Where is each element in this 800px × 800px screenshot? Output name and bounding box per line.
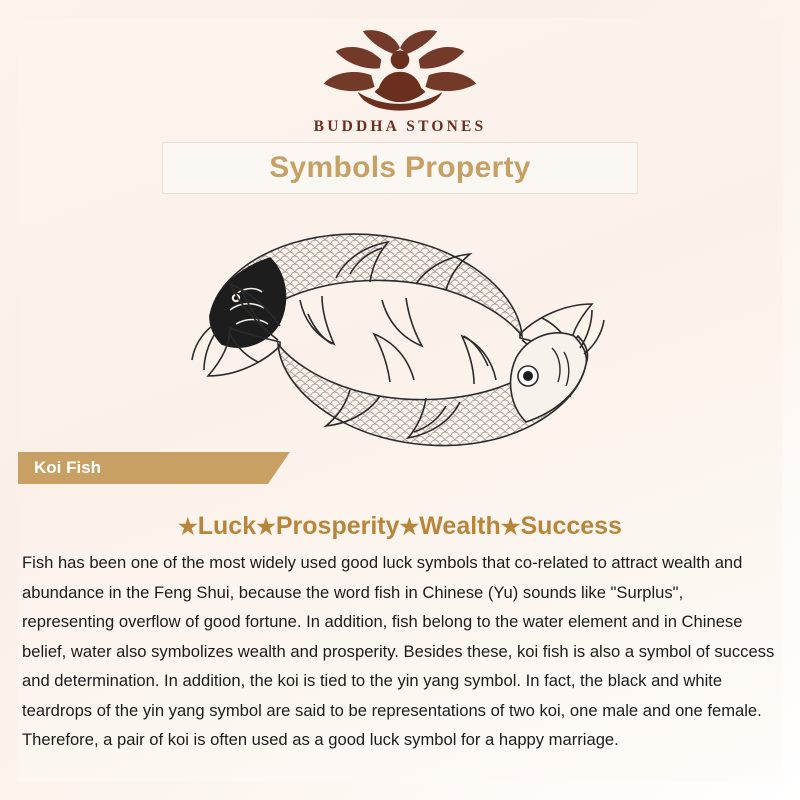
star-icon: ★ bbox=[500, 514, 521, 539]
two-koi-fish-yin-yang-icon bbox=[150, 196, 650, 486]
section-label-tab-point bbox=[268, 452, 290, 484]
koi-fish-illustration bbox=[150, 196, 650, 486]
keyword-success: Success bbox=[520, 512, 622, 540]
brand-name: BUDDHA STONES bbox=[313, 118, 487, 135]
page-title: Symbols Property bbox=[269, 151, 531, 184]
keyword-list bbox=[0, 512, 800, 541]
description-paragraph: Fish has been one of the most widely used good luck symbols that co-related to attract wealth and abundance in the Feng Shui, because the word fish in Chinese (Yu) sounds like "Surplus", representing overflow of good fortune. In addition, fish belong to the water element and in Chinese belief, water also symbolizes wealth and prosperity. Besides these, koi fish is also a symbol of success and determination. In addition, the koi is tied to the yin yang symbol. In fact, the black and white teardrops of the yin yang symbol are said to be representations of two koi, one male and one female. Therefore, a pair of koi is often used as a good luck symbol for a happy marriage. bbox=[22, 553, 775, 749]
section-label: Koi Fish bbox=[34, 458, 102, 477]
keyword-wealth: Wealth bbox=[419, 512, 501, 540]
section-label-tab bbox=[18, 452, 268, 484]
star-icon: ★ bbox=[256, 514, 276, 539]
star-icon: ★ bbox=[178, 514, 198, 539]
brand-logo bbox=[0, 26, 800, 136]
star-icon: ★ bbox=[399, 514, 420, 539]
lotus-meditation-icon bbox=[315, 26, 485, 114]
page-title-banner bbox=[163, 143, 637, 193]
keyword-luck: Luck bbox=[197, 512, 257, 540]
keyword-prosperity: Prosperity bbox=[275, 512, 400, 540]
